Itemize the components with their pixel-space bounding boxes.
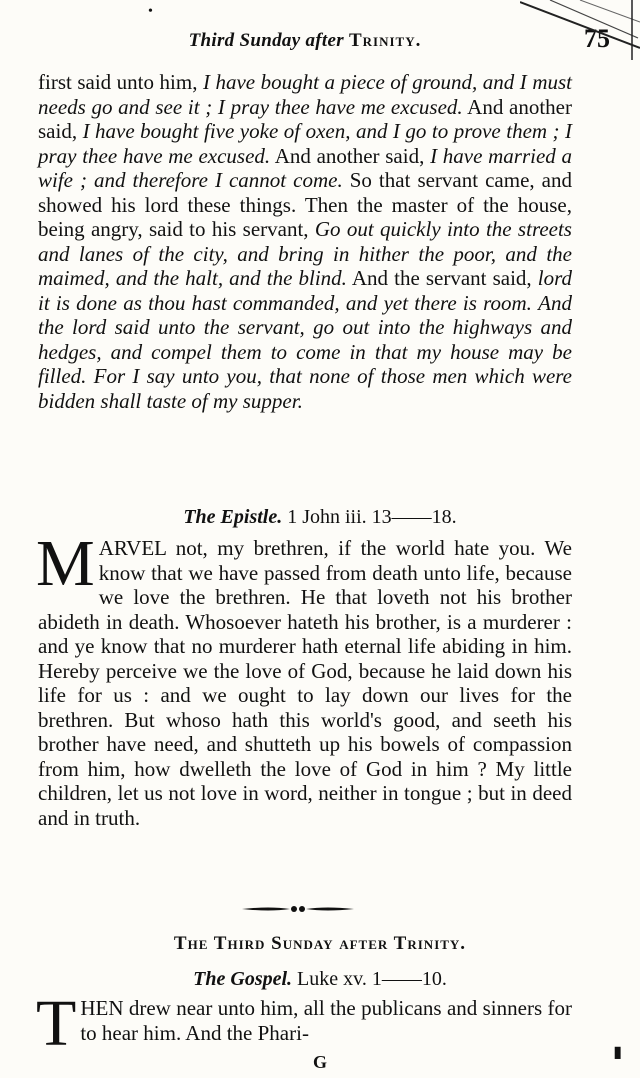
- page-edge-mark: •: [148, 4, 153, 19]
- section-title: The Third Sunday after Trinity.: [173, 933, 467, 954]
- running-head: [0, 30, 610, 52]
- text-segment: I have married a wife ; and therefore I cannot come.: [38, 143, 572, 192]
- running-head-italic: Third Sunday after: [188, 30, 344, 51]
- page-number: 75: [584, 24, 610, 53]
- text-segment: And another said,: [38, 94, 572, 143]
- gospel-continued-text: [38, 70, 572, 413]
- gospel-text: [36, 987, 572, 1060]
- text-segment: I have bought five yoke of oxen, and I go to prove them ; I pray thee have me excused.: [38, 119, 573, 168]
- epistle-body: ARVEL not, my brethren, if the world hate you. We know that we have passed from death unto life, because we love the brethren. He that loveth not his brother abideth in death. Whosoever hateth his brother, is a murderer : and ye know that no murderer hath eternal life abiding in him. Hereby perceive we the love of God, because he laid down his life for us : and we ought to lay down our lives for the brethren. But whoso hath this world's good, and seeth his brother have need, and shutteth up his bowels of compassion from him, how dwelleth the love of God in him ? My little children, let us not love in word, neither in tongue ; but in deed and in truth.: [38, 536, 572, 830]
- gospel-dropcap: T: [36, 987, 77, 1060]
- text-segment: lord it is done as thou hast commanded, and yet there is room.: [38, 266, 572, 315]
- page-corner-fold-icon: [520, 0, 640, 60]
- signature-mark: G: [312, 1052, 327, 1072]
- gospel-reference: Luke xv. 1——10.: [297, 968, 447, 990]
- text-segment: Go out quickly into the streets and lanes of the city, and bring in hither the poor, and the maimed, and the halt, and the blind.: [38, 217, 572, 290]
- text-segment: And the servant said,: [346, 266, 538, 290]
- gospel-body: HEN drew near unto him, all the publicans and sinners for to hear him. And the Phari-: [80, 996, 572, 1045]
- ornament-divider-icon: [240, 902, 356, 921]
- epistle-reference: 1 John iii. 13——18.: [287, 506, 457, 528]
- text-segment: first said unto him,: [38, 70, 203, 94]
- gospel-paragraph: [36, 987, 572, 1060]
- epistle-paragraph: [36, 527, 572, 830]
- text-segment: I have bought a piece of ground, and I must needs go and see it ; I pray thee have me excused.: [38, 70, 572, 119]
- text-segment: So that servant came, and showed his lord these things. Then the master of the house, being angry, said to his servant,: [38, 168, 572, 241]
- text-segment: And the lord said unto the servant, go out into the highways and hedges, and compel them to come in that my house may be filled. For I say unto you, that none of those men which were bidden shall taste of my supper.: [38, 290, 572, 413]
- gospel-continued-paragraph: [38, 70, 572, 413]
- margin-mark: ▮: [613, 1044, 622, 1061]
- gospel-label: The Gospel.: [193, 968, 293, 990]
- running-head-caps: Trinity.: [348, 30, 422, 51]
- epistle-label: The Epistle.: [183, 506, 283, 528]
- gospel-heading: [0, 968, 640, 991]
- text-segment: And another said,: [270, 143, 431, 168]
- epistle-heading: [0, 506, 640, 529]
- epistle-dropcap: M: [36, 527, 95, 600]
- epistle-text: [36, 527, 572, 830]
